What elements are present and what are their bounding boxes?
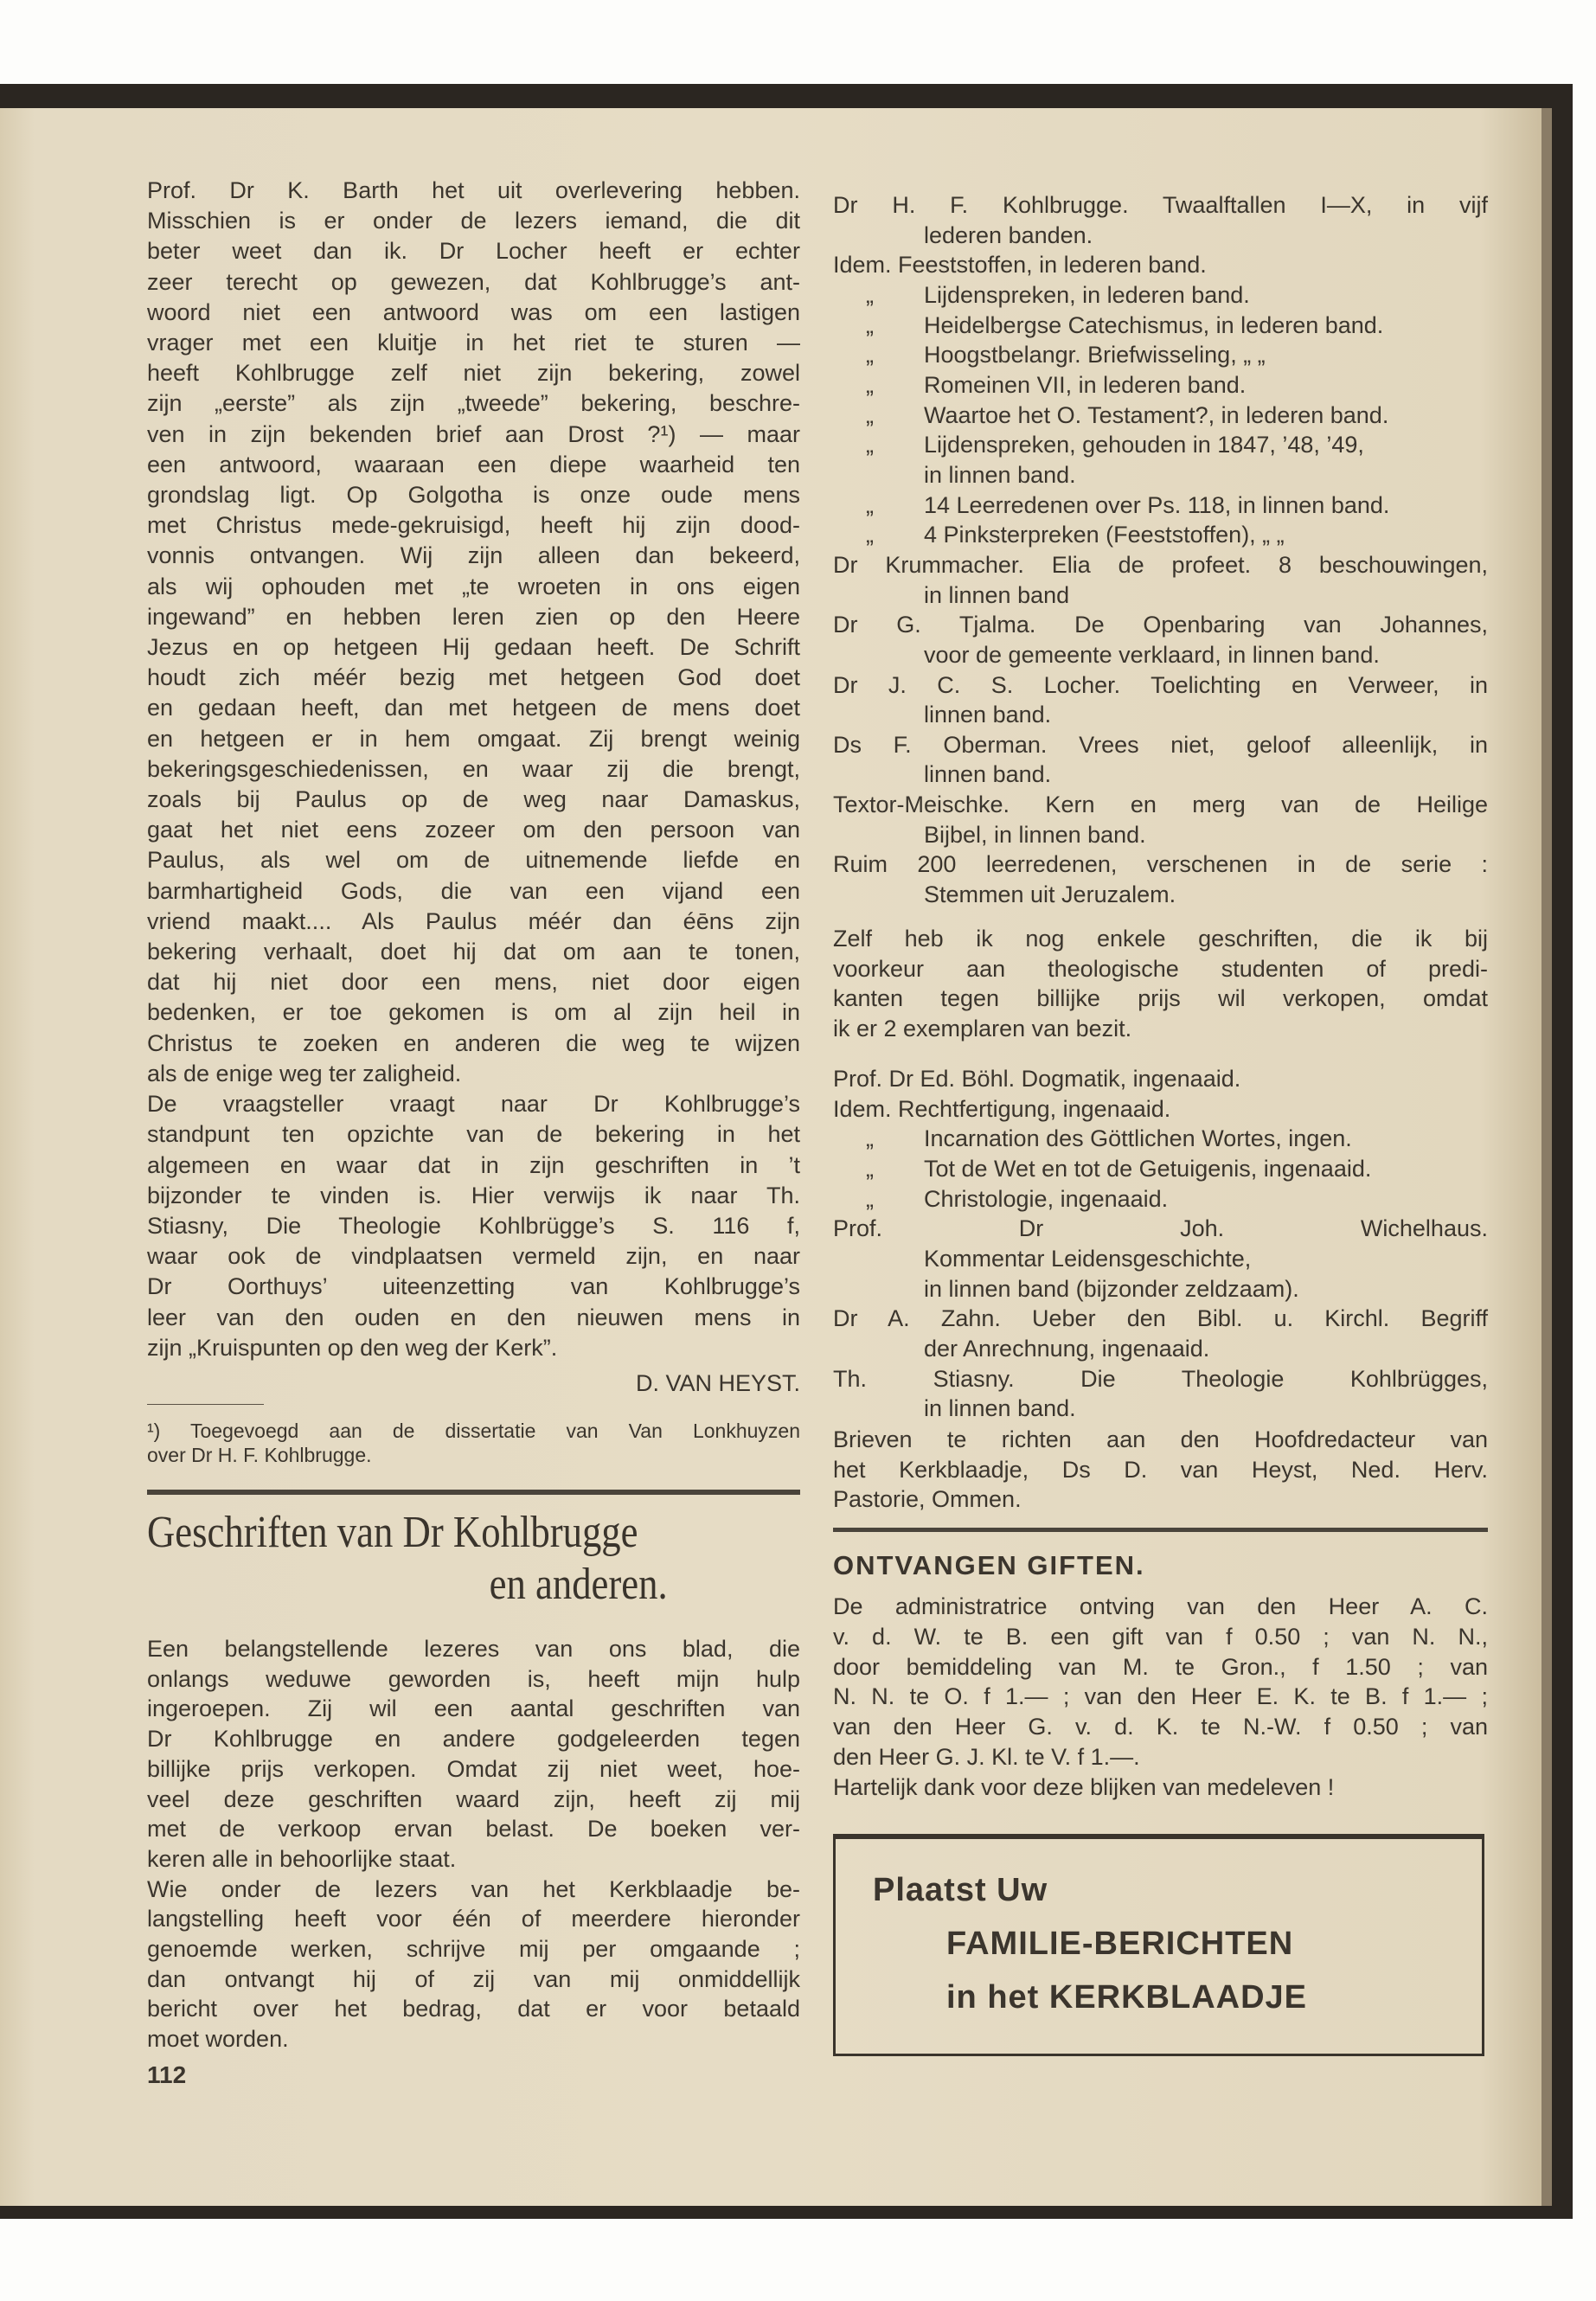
ditto-mark: „	[866, 401, 874, 428]
text-line: Prof. Dr K. Barth het uit overlevering hebben.	[147, 177, 800, 203]
heading-line: Geschriften van Dr Kohlbrugge	[147, 1508, 638, 1557]
text-line: Wie onder de lezers van het Kerkblaadje be-	[147, 1875, 800, 1902]
text-line: 14 Leerredenen over Ps. 118, in linnen band.	[924, 491, 1390, 518]
text-line: Jezus en op hetgeen Hij gedaan heeft. De Schrift	[147, 634, 800, 661]
article-signature: D. VAN HEYST.	[635, 1370, 800, 1396]
text-line: bedenken, er toe gekomen is om al zijn heil in	[147, 999, 800, 1026]
text-line: Dr Kohlbrugge en andere godgeleerden tegen	[147, 1726, 800, 1753]
text-line: Dr Oorthuys’ uiteenzetting van Kohlbrugge’s	[147, 1273, 800, 1300]
ditto-mark: „	[866, 371, 874, 398]
text-line: dat hij niet door een mens, niet door eigen	[147, 969, 800, 996]
book-entry	[833, 730, 1488, 790]
text-line: ik er 2 exemplaren van bezit.	[833, 1015, 1132, 1042]
book-entry	[833, 1124, 1488, 1154]
contact-paragraph	[833, 1425, 1488, 1515]
text-line: Een belangstellende lezeres van ons blad, die	[147, 1636, 800, 1662]
text-line: onlangs weduwe geworden is, heeft mijn hulp	[147, 1665, 800, 1692]
text-line: vrager met een kluitje in het riet te sturen —	[147, 330, 800, 356]
section-body	[147, 1634, 800, 2054]
text-line: het Kerkblaadje, Ds D. van Heyst, Ned. Herv.	[833, 1456, 1488, 1483]
text-line: ingewand” en hebben leren zien op den Heere	[147, 603, 800, 630]
book-entry	[833, 1184, 1488, 1215]
ditto-mark: „	[866, 1155, 874, 1182]
paragraph	[147, 176, 800, 1089]
text-line: zoals bij Paulus op de weg naar Damaskus,	[147, 786, 800, 813]
text-line: als wij ophouden met „te wroeten in ons eigen	[147, 573, 800, 599]
heading-line: en anderen.	[489, 1560, 668, 1609]
text-line: vriend maakt.... Als Paulus méér dan éēns zijn	[147, 907, 800, 934]
text-line: Pastorie, Ommen.	[833, 1486, 1022, 1513]
text-line: billijke prijs verkopen. Omdat zij niet weet, hoe-	[147, 1755, 800, 1782]
text-line: houdt zich méér bezig met hetgeen God doet	[147, 664, 800, 691]
book-entry	[833, 430, 1488, 490]
text-line: keren alle in behoorlijke staat.	[147, 1845, 457, 1872]
text-line: zijn „eerste” als zijn „tweede” bekering, beschre-	[147, 390, 800, 417]
ditto-mark: „	[866, 1185, 874, 1212]
text-line: Christus te zoeken en anderen die weg te wijzen	[147, 1029, 800, 1056]
paragraph	[147, 1089, 800, 1363]
text-line: Stemmen uit Jeruzalem.	[924, 881, 1176, 908]
text-line: barmhartigheid Gods, die van een vijand een	[147, 877, 800, 904]
text-line: in linnen band.	[924, 461, 1076, 488]
text-line: Bijbel, in linnen band.	[924, 821, 1146, 848]
page-number: 112	[147, 2061, 187, 2088]
text-line: en gedaan heeft, dan met hetgeen de mens doet	[147, 695, 800, 721]
book-entry	[833, 1064, 1488, 1094]
text-line: gaat het niet eens zozeer om den persoon van	[147, 817, 800, 843]
text-line: Hartelijk dank voor deze blijken van medeleven !	[833, 1773, 1335, 1800]
text-line: voor de gemeente verklaard, in linnen band.	[924, 641, 1380, 668]
giften-heading: ONTVANGEN GIFTEN.	[833, 1550, 1145, 1580]
own-books-paragraph	[833, 924, 1488, 1044]
text-line: in linnen band	[924, 581, 1070, 608]
book-entry	[833, 370, 1488, 401]
section-divider	[147, 1490, 800, 1495]
ad-line: Plaatst Uw	[873, 1872, 1048, 1908]
text-line: veel deze geschriften waard zijn, heeft zij mij	[147, 1785, 800, 1812]
text-line: dan ontvangt hij of zij van mij onmiddellijk	[147, 1965, 800, 1992]
book-entry	[833, 1094, 1488, 1125]
text-line: Stiasny, Die Theologie Kohlbrügge’s S. 116 f,	[147, 1212, 800, 1239]
book-entry	[833, 790, 1488, 849]
text-line: linnen band.	[924, 702, 1052, 728]
text-line: Dr A. Zahn. Ueber den Bibl. u. Kirchl. Begriff	[833, 1305, 1488, 1332]
text-line: leer van den ouden en den nieuwen mens in	[147, 1304, 800, 1330]
section-heading	[147, 1507, 668, 1611]
text-line: bekering verhaalt, doet hij dat om aan te tonen,	[147, 939, 800, 965]
book-entry	[833, 610, 1488, 670]
text-line: Heidelbergse Catechismus, in lederen band.	[924, 311, 1384, 338]
text-line: langstelling heeft voor één of meerdere hieronder	[147, 1906, 800, 1932]
book-entry	[833, 1154, 1488, 1184]
text-line: Incarnation des Göttlichen Wortes, ingen.	[924, 1125, 1352, 1152]
text-line: Hoogstbelangr. Briefwisseling, „ „	[924, 342, 1266, 369]
text-line: Dr H. F. Kohlbrugge. Twaalftallen I—X, in vijf	[833, 192, 1488, 218]
text-line: als de enige weg ter zaligheid.	[147, 1060, 462, 1086]
text-line: Prof. Dr Joh. Wichelhaus.	[833, 1215, 1488, 1242]
text-line: Idem. Feeststoffen, in lederen band.	[833, 252, 1207, 279]
text-line: Prof. Dr Ed. Böhl. Dogmatik, ingenaaid.	[833, 1066, 1241, 1092]
book-entry	[833, 520, 1488, 550]
book-entry	[833, 1304, 1488, 1363]
book-entry	[833, 1214, 1488, 1304]
book-entry	[833, 401, 1488, 431]
text-line: Misschien is er onder de lezers iemand, die dit	[147, 208, 800, 234]
text-line: Dr J. C. S. Locher. Toelichting en Verweer, in	[833, 671, 1488, 698]
ditto-mark: „	[866, 432, 874, 458]
text-line: ¹) Toegevoegd aan de dissertatie van Van Lonkhuyzen	[147, 1420, 800, 1442]
book-entry	[833, 550, 1488, 610]
ad-line: FAMILIE-BERICHTEN	[946, 1926, 1294, 1962]
ditto-mark: „	[866, 491, 874, 518]
text-line: Paulus, als wel om de uitnemende liefde en	[147, 847, 800, 874]
paragraph	[147, 1634, 800, 1875]
book-entry	[833, 849, 1488, 909]
book-entry	[833, 670, 1488, 730]
text-line: Ruim 200 leerredenen, verschenen in de serie :	[833, 851, 1488, 878]
text-line: Lijdenspreken, gehouden in 1847, ’48, ’49,	[924, 432, 1364, 458]
other-book-list	[833, 1064, 1488, 1424]
text-line: De administratrice ontving van den Heer A. C.	[833, 1593, 1488, 1619]
book-entry	[833, 250, 1488, 280]
book-entry	[833, 311, 1488, 341]
text-line: den Heer G. J. Kl. te V. f 1.—.	[833, 1743, 1140, 1770]
text-line: Dr G. Tjalma. De Openbaring van Johannes,	[833, 612, 1488, 638]
advertisement-box	[833, 1834, 1484, 2056]
text-line: met Christus mede-gekruisigd, heeft hij zijn dood-	[147, 512, 800, 539]
ditto-mark: „	[866, 281, 874, 308]
text-line: 4 Pinksterpreken (Feeststoffen), „ „	[924, 522, 1285, 548]
text-line: en hetgeen er in hem omgaat. Zij brengt weinig	[147, 725, 800, 752]
book-entry	[833, 280, 1488, 311]
text-line: waar ook de vindplaatsen vermeld zijn, en naar	[147, 1243, 800, 1270]
text-line: door bemiddeling van M. te Gron., f 1.50 ; van	[833, 1653, 1488, 1680]
book-entry	[833, 1364, 1488, 1424]
text-line: De vraagsteller vraagt naar Dr Kohlbrugge’s	[147, 1091, 800, 1118]
text-line: genoemde werken, schrijve mij per omgaande ;	[147, 1936, 800, 1963]
text-line: in linnen band (bijzonder zeldzaam).	[924, 1275, 1299, 1302]
ditto-mark: „	[866, 1125, 874, 1152]
page-binding	[1542, 108, 1552, 2206]
text-line: over Dr H. F. Kohlbrugge.	[147, 1444, 372, 1466]
text-line: N. N. te O. f 1.— ; van den Heer E. K. te B. f 1.— ;	[833, 1683, 1488, 1710]
footnote	[147, 1419, 800, 1467]
text-line: standpunt ten opzichte van de bekering in het	[147, 1121, 800, 1148]
text-line: Romeinen VII, in lederen band.	[924, 371, 1247, 398]
text-line: bekeringsgeschiedenissen, en waar zij die brengt,	[147, 755, 800, 782]
text-line: voorkeur aan theologische studenten of predi-	[833, 955, 1488, 982]
footnote-divider	[147, 1404, 264, 1405]
text-line: grondslag ligt. Op Golgotha is onze oude mens	[147, 482, 800, 509]
text-line: Idem. Rechtfertigung, ingenaaid.	[833, 1095, 1171, 1122]
text-line: zijn „Kruispunten op den weg der Kerk”.	[147, 1334, 558, 1361]
text-line: heeft Kohlbrugge zelf niet zijn bekering, zowel	[147, 360, 800, 387]
text-line: algemeen en waar dat in zijn geschriften in ’t	[147, 1151, 800, 1178]
text-line: Brieven te richten aan den Hoofdredacteur van	[833, 1426, 1488, 1452]
text-line: kanten tegen billijke prijs wil verkopen, omdat	[833, 985, 1488, 1012]
paragraph	[147, 1875, 800, 2054]
text-line: bericht over het bedrag, dat er voor betaald	[147, 1996, 800, 2022]
text-line: beter weet dan ik. Dr Locher heeft er echter	[147, 238, 800, 265]
text-line: Christologie, ingenaaid.	[924, 1185, 1169, 1212]
text-line: Ds F. Oberman. Vrees niet, geloof alleenlijk, in	[833, 731, 1488, 758]
text-line: v. d. W. te B. een gift van f 0.50 ; van N. N.,	[833, 1623, 1488, 1650]
text-line: der Anrechnung, ingenaaid.	[924, 1335, 1210, 1362]
text-line: ven in zijn bekenden brief aan Drost ?¹) — maar	[147, 420, 800, 447]
book-entry	[833, 490, 1488, 521]
ditto-mark: „	[866, 522, 874, 548]
text-line: Kommentar Leidensgeschichte,	[924, 1245, 1252, 1272]
text-line: Th. Stiasny. Die Theologie Kohlbrügges,	[833, 1365, 1488, 1392]
text-line: vonnis ontvangen. Wij zijn alleen dan bekeerd,	[147, 542, 800, 569]
text-line: Tot de Wet en tot de Getuigenis, ingenaaid.	[924, 1155, 1372, 1182]
text-line: met de verkoop ervan belast. De boeken ver-	[147, 1816, 800, 1843]
text-line: Textor-Meischke. Kern en merg van de Heilige	[833, 792, 1488, 818]
kohlbrugge-book-list	[833, 190, 1488, 910]
text-line: linnen band.	[924, 761, 1052, 788]
text-line: Lijdenspreken, in lederen band.	[924, 281, 1250, 308]
book-entry	[833, 190, 1488, 250]
text-line: een antwoord, waaraan een diepe waarheid ten	[147, 451, 800, 478]
text-line: Zelf heb ik nog enkele geschriften, die ik bij	[833, 926, 1488, 952]
text-line: Waartoe het O. Testament?, in lederen band.	[924, 401, 1389, 428]
text-line: in linnen band.	[924, 1395, 1076, 1422]
ditto-mark: „	[866, 311, 874, 338]
text-line: zeer terecht op gewezen, dat Kohlbrugge’s ant-	[147, 268, 800, 295]
text-line: ingeroepen. Zij wil een aantal geschriften van	[147, 1695, 800, 1722]
text-line: lederen banden.	[924, 221, 1093, 248]
article-body	[147, 176, 800, 1363]
text-line: moet worden.	[147, 2026, 289, 2053]
ad-line: in het KERKBLAADJE	[946, 1979, 1308, 2016]
ditto-mark: „	[866, 342, 874, 369]
giften-paragraph	[833, 1592, 1488, 1803]
text-line: van den Heer G. v. d. K. te N.-W. f 0.50 ; van	[833, 1714, 1488, 1740]
text-line: woord niet een antwoord was om een lastigen	[147, 298, 800, 325]
text-line: bijzonder te vinden is. Hier verwijs ik naar Th.	[147, 1182, 800, 1208]
book-entry	[833, 340, 1488, 370]
giften-divider	[833, 1528, 1488, 1532]
text-line: Dr Krummacher. Elia de profeet. 8 beschouwingen,	[833, 551, 1488, 578]
